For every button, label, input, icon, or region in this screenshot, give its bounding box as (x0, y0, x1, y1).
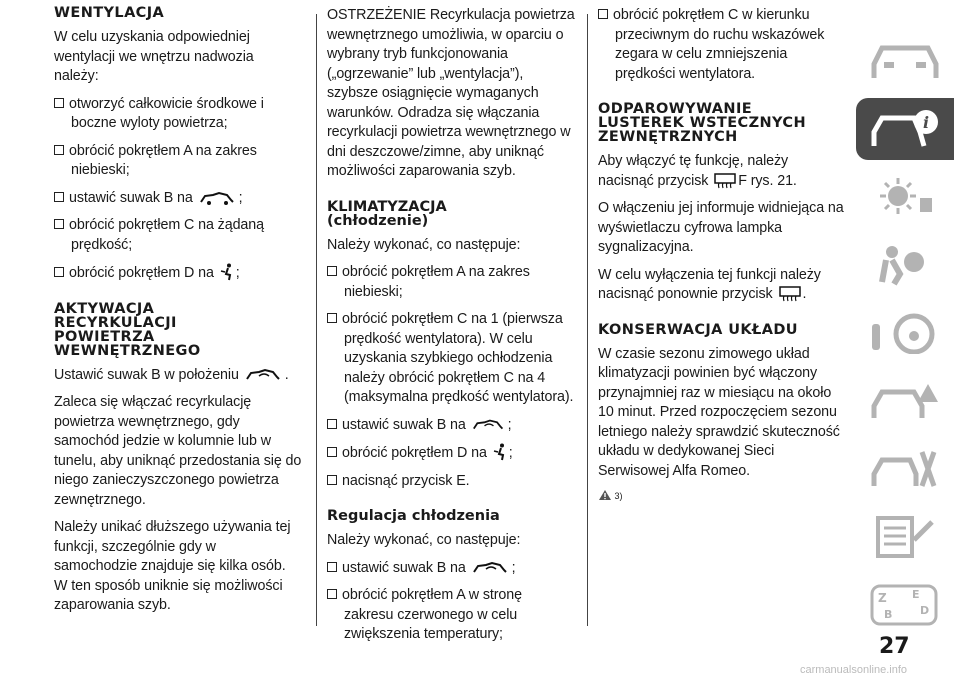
list-item: otworzyć całkowicie środkowe i boczne wyloty powietrza; (54, 95, 302, 134)
car-info-icon (870, 108, 940, 150)
car-fresh-air-icon (199, 190, 237, 206)
list-item: ustawić suwak B na ; (327, 416, 575, 436)
heading-cooling-regulation: Regulacja chłodzenia (327, 508, 500, 524)
paragraph: Należy unikać dłuższego używania tej funkcji, szczególnie gdy w samochodzie znajduje się kilka osób. W ten sposób uniknie się możliwości zaparowania szyb. (54, 519, 291, 613)
heading-ventilation: WENTYLACJA (54, 5, 165, 21)
svg-text:D: D (920, 604, 930, 617)
page-number: 27 (879, 634, 910, 659)
tab-car-info[interactable] (856, 98, 954, 160)
paragraph: W celu uzyskania odpowiedniej wentylacji we wnętrzu nadwozia należy: (54, 29, 254, 84)
tab-lights[interactable] (856, 166, 954, 228)
heading-air-conditioning: KLIMATYZACJA (chłodzenie) (327, 198, 447, 229)
tab-technical-data[interactable] (856, 506, 954, 568)
list-item: ustawić suwak B na ; (327, 559, 575, 579)
steering-icon (870, 312, 940, 354)
car-recirculation-icon (472, 560, 510, 576)
lights-icon (870, 176, 940, 218)
checkbox-bullet-icon (327, 475, 337, 485)
svg-text:Z: Z (878, 591, 887, 605)
svg-text:E: E (912, 588, 920, 601)
checkbox-bullet-icon (54, 219, 64, 229)
tools-icon (870, 448, 940, 490)
paragraph: Ustawić suwak B w położeniu . (54, 366, 289, 383)
list-item: obrócić pokrętłem D na ; (327, 443, 575, 464)
svg-text:i: i (923, 113, 930, 132)
checkbox-bullet-icon (598, 9, 608, 19)
car-recirculation-icon (245, 367, 283, 383)
list-item: ustawić suwak B na ; (54, 189, 302, 209)
list-item: obrócić pokrętłem C na żądaną prędkość; (54, 216, 302, 255)
list-item: obrócić pokrętłem A na zakres niebieski; (327, 263, 575, 302)
svg-text:B: B (884, 608, 893, 621)
airbag-person-icon (870, 244, 940, 286)
heading-recirculation: AKTYWACJA RECYRKULACJI POWIETRZA WEWNĘTRZNEGO (54, 300, 201, 359)
heading-mirror-defrost: ODPAROWYWANIE LUSTEREK WSTECZNYCH ZEWNĘTRZNYCH (598, 101, 806, 145)
air-to-body-icon (493, 443, 507, 461)
warning-triangle-icon (598, 489, 612, 501)
paragraph: Należy wykonać, co następuje: (327, 236, 521, 253)
paragraph: O włączeniu jej informuje widniejąca na wyświetlaczu cyfrowa lampka sygnalizacyjna. (598, 200, 844, 255)
tab-maintenance[interactable] (856, 438, 954, 500)
air-to-body-icon (220, 263, 234, 281)
warning-reference: 3) (598, 489, 846, 503)
checkbox-bullet-icon (327, 447, 337, 457)
heading-maintenance: KONSERWACJA UKŁADU (598, 321, 798, 338)
checkbox-bullet-icon (54, 267, 64, 277)
checkbox-bullet-icon (54, 145, 64, 155)
car-warning-icon (870, 380, 940, 422)
column-divider (316, 14, 317, 626)
car-recirculation-icon (472, 417, 506, 433)
tab-index[interactable] (856, 574, 954, 636)
list-item: obrócić pokrętłem A na zakres niebieski; (54, 142, 302, 181)
checkbox-bullet-icon (54, 98, 64, 108)
document-list-icon (870, 516, 940, 558)
checkbox-bullet-icon (327, 266, 337, 276)
list-item: obrócić pokrętłem C na 1 (pierwsza prędkość wentylatora). W celu uzyskania szybkiego ochłodzenia należy obrócić pokrętłem C na 4 (maksymalna prędkość wentylatora). (327, 310, 575, 408)
paragraph: Aby włączyć tę funkcję, należy nacisnąć przycisk F rys. 21. (598, 153, 797, 189)
watermark: carmanualsonline.info (800, 664, 908, 676)
tab-safety[interactable] (856, 234, 954, 296)
column-divider (587, 14, 588, 626)
car-dashboard-icon (870, 40, 940, 82)
checkbox-bullet-icon (327, 313, 337, 323)
paragraph: OSTRZEŻENIE Recyrkulacja powietrza wewnętrznego umożliwia, w oparciu o wybrany tryb funkcjonowania („ogrzewanie” lub „wentylacja”), szybsze osiągnięcie wymaganych warunków. Odradza się włączania recyrkulacji powietrza wewnętrznego w dni deszczowe/zimne, aby uniknąć możliwości zaparowania szyb. (327, 7, 575, 179)
rear-defrost-icon (779, 286, 801, 302)
list-item: obrócić pokrętłem D na ; (54, 263, 302, 284)
alphabet-index-icon (870, 584, 940, 626)
rear-defrost-icon (714, 173, 736, 189)
checkbox-bullet-icon (54, 192, 64, 202)
checkbox-bullet-icon (327, 589, 337, 599)
column-1 (54, 6, 302, 624)
checkbox-bullet-icon (327, 419, 337, 429)
paragraph: W celu wyłączenia tej funkcji należy nacisnąć ponownie przycisk . (598, 266, 821, 302)
column-2 (327, 6, 575, 653)
paragraph: W czasie sezonu zimowego układ klimatyzacji powinien być włączony przynajmniej raz w miesiącu na około 10 minut. Przed rozpoczęciem sezonu letniego należy sprawdzić skuteczność układu w dedykowanej Sieci Serwisowej Alfa Romeo. (598, 345, 840, 479)
list-item: nacisnąć przycisk E. (327, 472, 575, 492)
tab-driving[interactable] (856, 302, 954, 364)
paragraph: Należy wykonać, co następuje: (327, 532, 521, 548)
list-item: obrócić pokrętłem C w kierunku przeciwnym do ruchu wskazówek zegara w celu zmniejszenia prędkości wentylatora. (598, 6, 846, 84)
checkbox-bullet-icon (327, 562, 337, 572)
tab-dashboard[interactable] (856, 30, 954, 92)
tab-emergency[interactable] (856, 370, 954, 432)
paragraph: Zaleca się włączać recyrkulację powietrza wewnętrznego, gdy samochód jedzie w kolumnie lub w tunelu, aby uniknąć przedostania się do niego zanieczyszczonego powietrza zewnętrznego. (54, 394, 302, 508)
column-3 (598, 6, 846, 503)
list-item: obrócić pokrętłem A w stronę zakresu czerwonego w celu zwiększenia temperatury; (327, 586, 575, 645)
